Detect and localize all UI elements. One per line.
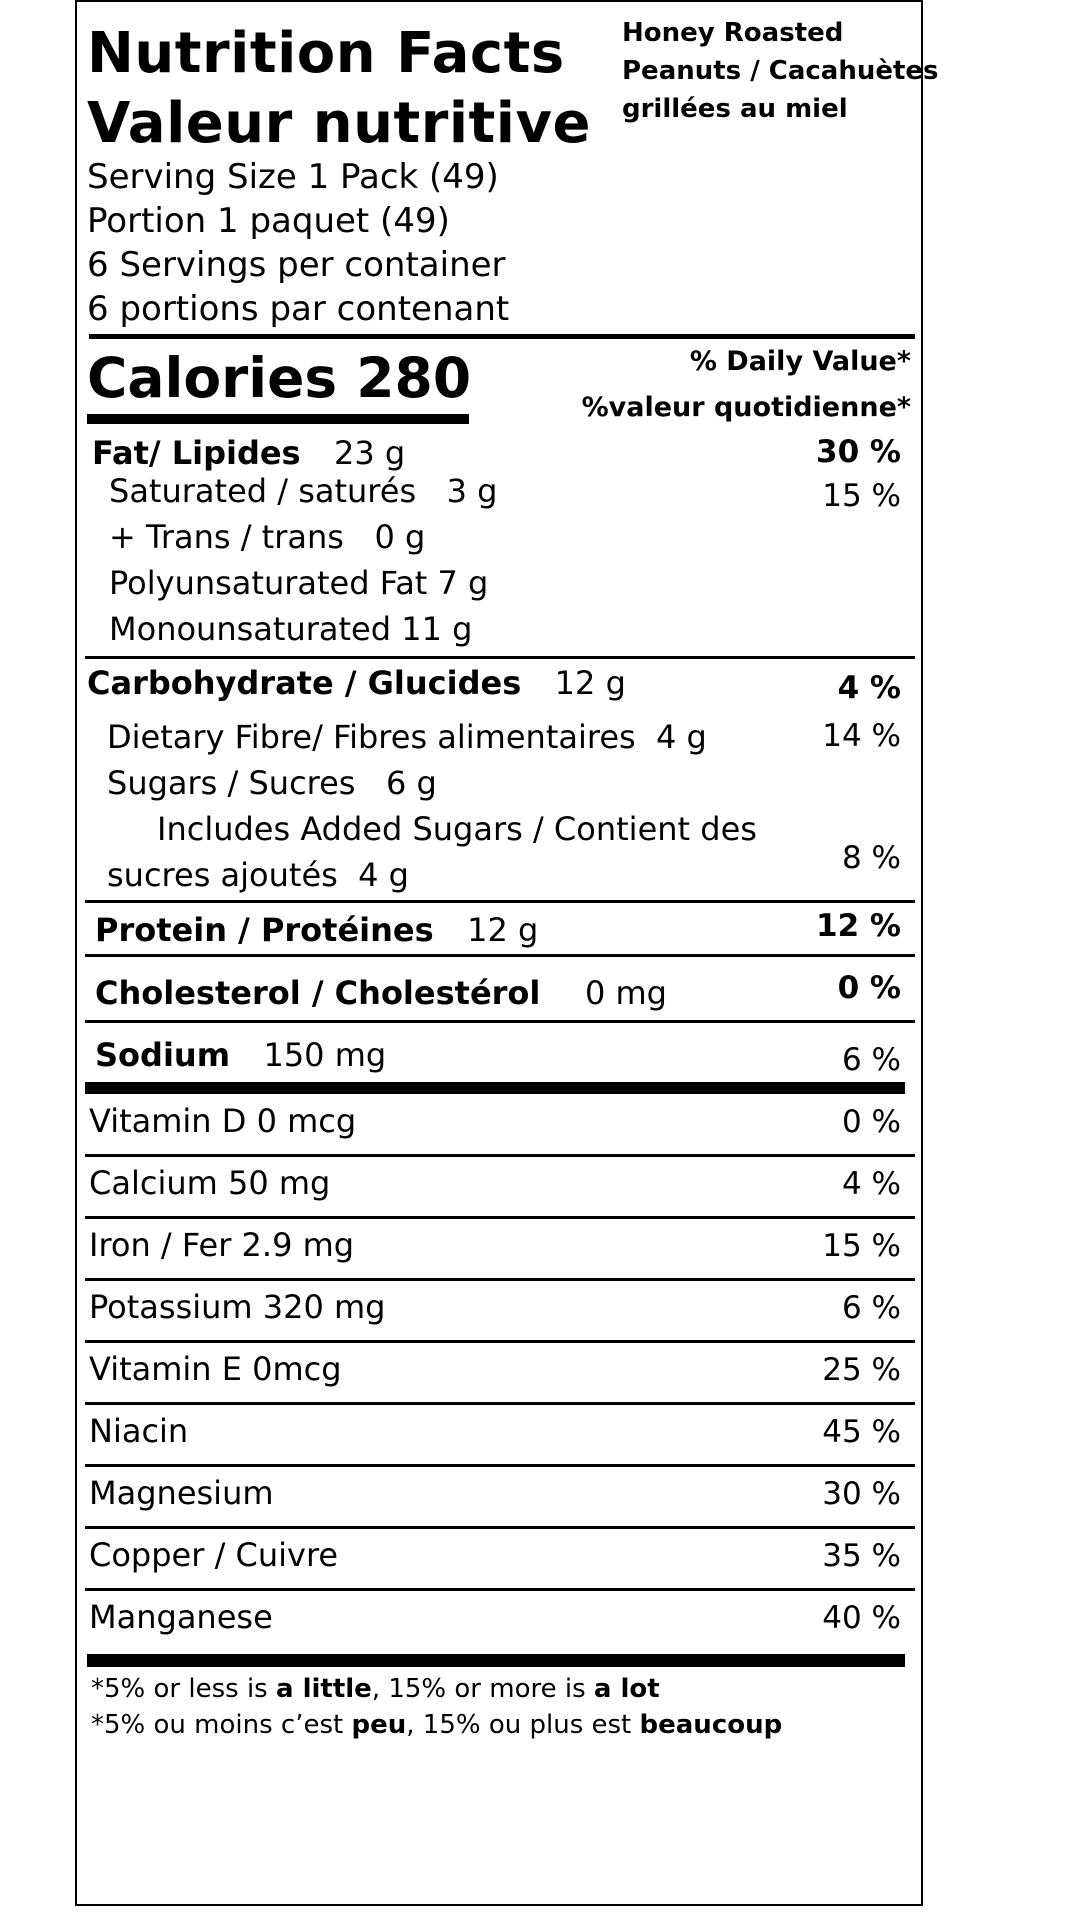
- saturated-label: Saturated / saturés: [109, 472, 417, 510]
- divider: [85, 1588, 915, 1591]
- cholesterol-label: Cholesterol / Cholestérol: [95, 974, 541, 1012]
- divider-thick: [89, 334, 915, 339]
- serving-size: Serving Size 1 Pack (49): [87, 157, 499, 197]
- calories-underline: [87, 414, 469, 424]
- micronutrient-label: Magnesium: [89, 1474, 274, 1512]
- micronutrient-pct: 45 %: [822, 1414, 901, 1450]
- portions-par-contenant: 6 portions par contenant: [87, 289, 510, 329]
- footnote-en-text: *5% or less is: [91, 1674, 276, 1704]
- divider-thick: [85, 1082, 905, 1094]
- divider: [85, 1464, 915, 1467]
- divider: [85, 1278, 915, 1281]
- product-name-line3: grillées au miel: [622, 94, 848, 124]
- cholesterol-row: [95, 974, 667, 1012]
- micronutrient-pct: 0 %: [841, 1104, 901, 1140]
- fibre-label: Dietary Fibre/ Fibres alimentaires: [107, 718, 636, 756]
- footnote-fr-peu: peu: [351, 1710, 407, 1740]
- saturated-amount: 3 g: [446, 472, 498, 510]
- added-sugars-line2: [107, 856, 409, 894]
- trans-row: [109, 518, 425, 556]
- divider: [85, 1402, 915, 1405]
- footnote-en-little: a little: [275, 1674, 372, 1704]
- fibre-row: [107, 718, 707, 756]
- footnote-en: [91, 1674, 660, 1704]
- protein-label: Protein / Protéines: [95, 911, 434, 949]
- fibre-pct: 14 %: [822, 718, 901, 754]
- micronutrient-label: Copper / Cuivre: [89, 1536, 339, 1574]
- fat-pct: 30 %: [816, 434, 901, 470]
- micronutrient-label: Potassium 320 mg: [89, 1288, 386, 1326]
- title-fr: Valeur nutritive: [87, 91, 591, 156]
- micronutrient-pct: 15 %: [822, 1228, 901, 1264]
- servings-per-container: 6 Servings per container: [87, 245, 506, 285]
- title-en: Nutrition Facts: [87, 21, 565, 86]
- footnote-fr-text: *5% ou moins c’est: [91, 1710, 352, 1740]
- micronutrient-pct: 40 %: [822, 1600, 901, 1636]
- sugars-amount: 6 g: [385, 764, 437, 802]
- footnote-fr-text: , 15% ou plus est: [406, 1710, 640, 1740]
- micronutrient-label: Vitamin E 0mcg: [89, 1350, 342, 1388]
- product-name-line1: Honey Roasted: [622, 18, 844, 48]
- divider: [85, 1154, 915, 1157]
- trans-label: + Trans / trans: [109, 518, 344, 556]
- protein-amount: 12 g: [467, 911, 539, 949]
- micronutrient-pct: 25 %: [822, 1352, 901, 1388]
- sodium-pct: 6 %: [841, 1042, 901, 1078]
- daily-value-header-fr: %valeur quotidienne*: [581, 392, 911, 423]
- divider: [85, 1020, 915, 1023]
- divider: [85, 1526, 915, 1529]
- divider: [85, 656, 915, 659]
- daily-value-header-en: % Daily Value*: [689, 346, 911, 377]
- added-sugars-pct: 8 %: [841, 840, 901, 876]
- saturated-row: [109, 472, 497, 510]
- added-sugars-line1: Includes Added Sugars / Contient des: [157, 810, 757, 848]
- nutrition-facts-panel: [75, 0, 939, 1906]
- footnote-fr-beaucoup: beaucoup: [639, 1710, 783, 1740]
- micronutrient-label: Iron / Fer 2.9 mg: [89, 1226, 355, 1264]
- carbohydrate-label: Carbohydrate / Glucides: [87, 664, 522, 702]
- sugars-label: Sugars / Sucres: [107, 764, 356, 802]
- carbohydrate-row: [87, 664, 626, 702]
- divider: [85, 954, 915, 957]
- micronutrient-label: Calcium 50 mg: [89, 1164, 331, 1202]
- calories: Calories 280: [87, 346, 472, 410]
- polyunsaturated-row: Polyunsaturated Fat 7 g: [109, 564, 489, 602]
- divider: [85, 1216, 915, 1219]
- footnote-fr: [91, 1710, 782, 1740]
- portion: Portion 1 paquet (49): [87, 201, 450, 241]
- saturated-pct: 15 %: [822, 478, 901, 514]
- carbohydrate-amount: 12 g: [554, 664, 626, 702]
- cholesterol-pct: 0 %: [837, 970, 901, 1006]
- micronutrient-pct: 4 %: [841, 1166, 901, 1202]
- footnote-en-text: , 15% or more is: [371, 1674, 594, 1704]
- sodium-amount: 150 mg: [263, 1036, 387, 1074]
- divider-thick: [87, 1654, 905, 1667]
- micronutrient-label: Manganese: [89, 1598, 273, 1636]
- micronutrient-label: Niacin: [89, 1412, 189, 1450]
- added-sugars-amount: 4 g: [358, 856, 409, 894]
- micronutrient-pct: 35 %: [822, 1538, 901, 1574]
- product-name-line2: Peanuts / Cacahuètes: [622, 56, 939, 86]
- sodium-label: Sodium: [95, 1036, 231, 1074]
- fat-amount: 23 g: [334, 434, 406, 472]
- fat-row: [92, 434, 405, 472]
- divider: [85, 1340, 915, 1343]
- cholesterol-amount: 0 mg: [584, 974, 667, 1012]
- carbohydrate-pct: 4 %: [837, 670, 901, 706]
- fibre-amount: 4 g: [656, 718, 707, 756]
- micronutrient-pct: 30 %: [822, 1476, 901, 1512]
- sodium-row: [95, 1036, 386, 1074]
- protein-pct: 12 %: [816, 908, 901, 944]
- monounsaturated-row: Monounsaturated 11 g: [109, 610, 473, 648]
- added-sugars-label: sucres ajoutés: [107, 856, 338, 894]
- fat-label: Fat/ Lipides: [92, 434, 301, 472]
- footnote-en-lot: a lot: [593, 1674, 660, 1704]
- divider: [85, 900, 915, 903]
- trans-amount: 0 g: [374, 518, 426, 556]
- protein-row: [95, 911, 538, 949]
- micronutrient-label: Vitamin D 0 mcg: [89, 1102, 357, 1140]
- micronutrient-pct: 6 %: [841, 1290, 901, 1326]
- sugars-row: [107, 764, 437, 802]
